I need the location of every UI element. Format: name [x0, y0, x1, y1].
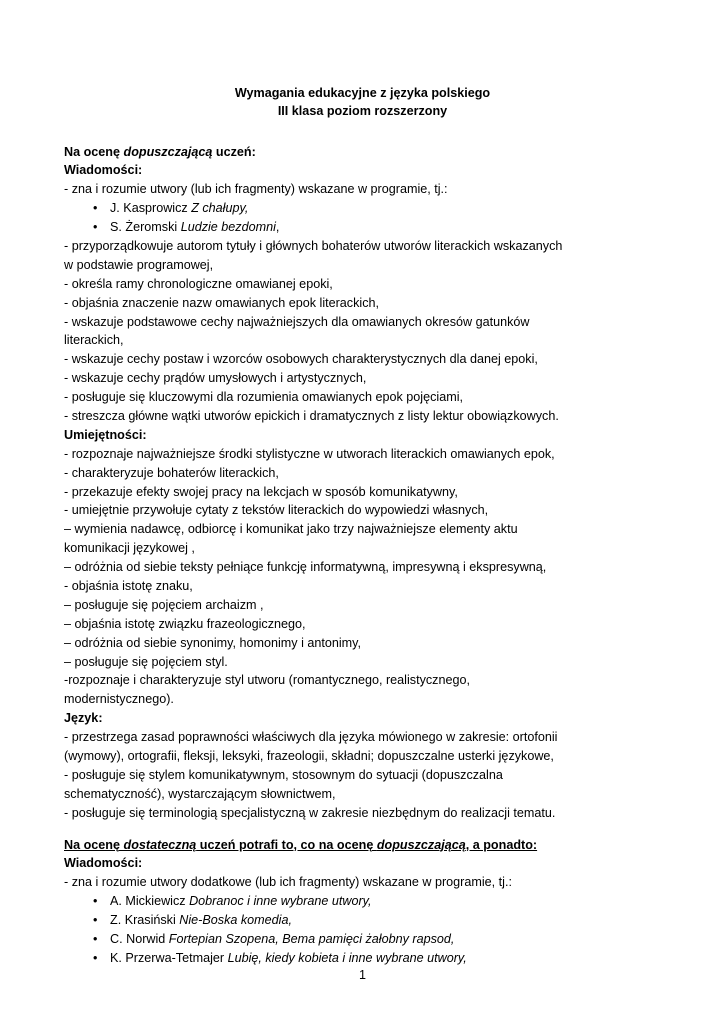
section1-knowledge-label: Wiadomości: — [64, 163, 143, 178]
section1-knowledge-item: - posługuje się kluczowymi dla rozumienia omawianych epok pojęciami, — [64, 390, 463, 405]
section1-skills-item: - objaśnia istotę znaku, — [64, 578, 193, 593]
section1-skills-item: – odróżnia od siebie synonimy, homonimy i antonimy, — [64, 635, 362, 650]
section1-language-item: schematyczność), wystarczającym słownictwem, — [64, 786, 336, 801]
section1-knowledge-item: - streszcza główne wątki utworów epickich i dramatycznych z listy lektur obowiązkowych. — [64, 408, 559, 423]
work-author: A. Mickiewicz — [110, 894, 190, 909]
section1-skills-item: – posługuje się pojęciem archaizm , — [64, 597, 264, 612]
section1-knowledge-item: - przyporządkowuje autorom tytuły i głównych bohaterów utworów literackich wskazanych — [64, 238, 563, 253]
section1-skills-item: - charakteryzuje bohaterów literackich, — [64, 465, 279, 480]
section1-heading-italic: dopuszczającą — [123, 144, 213, 159]
section1-skills-item: – objaśnia istotę związku frazeologicznego, — [64, 616, 306, 631]
list-item — [110, 892, 661, 911]
section2-heading-p2: uczeń potrafi to, co na ocenę — [196, 837, 377, 852]
section1-skills-item: - umiejętnie przywołuje cytaty z tekstów literackich do wypowiedzi własnych, — [64, 503, 489, 518]
section2-intro: - zna i rozumie utwory dodatkowe (lub ich fragmenty) wskazane w programie, tj.: — [64, 875, 512, 890]
section1-knowledge-item: - określa ramy chronologiczne omawianej epoki, — [64, 276, 333, 291]
work-title: Dobranoc i inne wybrane utwory, — [189, 894, 372, 909]
section1-skills-item: – wymienia nadawcę, odbiorcę i komunikat jako trzy najważniejsze elementy aktu — [64, 522, 518, 537]
section1-knowledge-item: w podstawie programowej, — [64, 257, 214, 272]
section1-language-item: - przestrzega zasad poprawności właściwych dla języka mówionego w zakresie: ortofonii — [64, 730, 558, 745]
work-title: Fortepian Szopena, Bema pamięci żałobny rapsod, — [168, 932, 455, 947]
section1-language-item: (wymowy), ortografii, fleksji, leksyki, frazeologii, składni; dopuszczalne usterki językowe, — [64, 749, 554, 763]
section1-intro: - zna i rozumie utwory (lub ich fragmenty) wskazane w programie, tj.: — [64, 182, 448, 197]
section1-heading-prefix: Na ocenę — [64, 144, 124, 159]
work-author: Z. Krasiński — [110, 913, 180, 928]
work-author: C. Norwid — [110, 932, 169, 947]
section-spacer — [64, 823, 661, 836]
section1-skills-item: -rozpoznaje i charakteryzuje styl utworu (romantycznego, realistycznego, — [64, 673, 470, 688]
work-title: Ludzie bezdomni — [180, 220, 276, 235]
work-author: J. Kasprowicz — [110, 201, 192, 216]
section2-heading-p3: , a ponadto: — [465, 837, 538, 852]
list-item — [110, 199, 661, 218]
section1-skills-item: – posługuje się pojęciem styl. — [64, 654, 228, 669]
title-line-1: Wymagania edukacyjne z języka polskiego — [234, 86, 491, 100]
section1-knowledge-item: - wskazuje cechy postaw i wzorców osobowych charakterystycznych dla danej epoki, — [64, 352, 538, 367]
section1-language-label: Język: — [64, 711, 103, 726]
work-title: Lubię, kiedy kobieta i inne wybrane utwory, — [227, 950, 467, 965]
section1-skills-item: modernistycznego). — [64, 692, 174, 707]
work-tail: , — [275, 220, 280, 235]
section1-language-item: - posługuje się terminologią specjalistyczną w zakresie niezbędnym do realizacji tematu. — [64, 805, 556, 820]
section1-skills-item: – odróżnia od siebie teksty pełniące funkcję informatywną, impresywną i ekspresywną, — [64, 560, 547, 575]
section1-works-list — [64, 199, 661, 237]
work-author: S. Żeromski — [110, 220, 181, 235]
section1-heading — [64, 143, 661, 162]
document-title — [64, 84, 661, 121]
section2-works-list — [64, 892, 661, 968]
list-item — [110, 911, 661, 930]
list-item — [110, 949, 661, 968]
list-item — [110, 930, 661, 949]
section2-knowledge-label: Wiadomości: — [64, 856, 143, 871]
work-title: Nie-Boska komedia, — [179, 913, 292, 928]
section1-knowledge-item: - wskazuje cechy prądów umysłowych i artystycznych, — [64, 371, 367, 386]
section1-skills-item: komunikacji językowej , — [64, 541, 195, 556]
section2-heading-i2: dopuszczającą — [376, 837, 466, 852]
section2-heading-i1: dostateczną — [123, 837, 197, 852]
section1-heading-suffix: uczeń: — [212, 144, 256, 159]
section2-heading — [64, 836, 661, 855]
section1-skills-item: - rozpoznaje najważniejsze środki stylistyczne w utworach literackich omawianych epok, — [64, 446, 555, 461]
section1-knowledge-item: - objaśnia znaczenie nazw omawianych epok literackich, — [64, 295, 380, 310]
section1-knowledge-item: - wskazuje podstawowe cechy najważniejszych dla omawianych okresów gatunków — [64, 314, 530, 329]
work-author: K. Przerwa-Tetmajer — [110, 950, 228, 965]
section1-skills-item: - przekazuje efekty swojej pracy na lekcjach w sposób komunikatywny, — [64, 484, 458, 499]
section1-skills-label: Umiejętności: — [64, 427, 147, 442]
list-item — [110, 218, 661, 237]
section2-heading-p1: Na ocenę — [64, 837, 124, 852]
page-number: 1 — [358, 968, 366, 982]
work-title: Z chałupy, — [191, 201, 249, 216]
section1-knowledge-item: literackich, — [64, 333, 124, 348]
section1-language-item: - posługuje się stylem komunikatywnym, stosownym do sytuacji (dopuszczalna — [64, 767, 503, 782]
title-line-2: III klasa poziom rozszerzony — [277, 104, 448, 119]
